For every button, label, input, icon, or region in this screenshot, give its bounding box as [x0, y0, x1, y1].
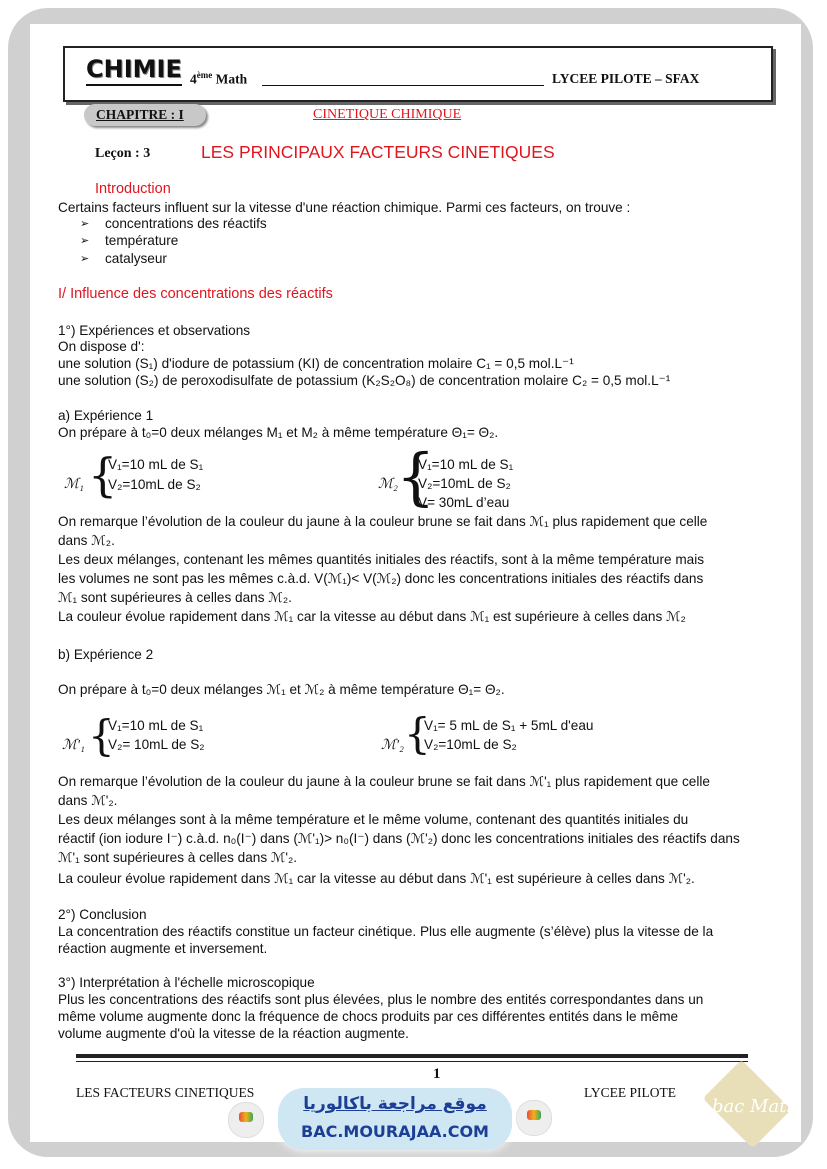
- subject-title: CHIMIE: [86, 55, 182, 83]
- mixture-line: V₂=10mL de S₂: [418, 476, 511, 491]
- subsection-title: 1°) Expériences et observations: [58, 323, 251, 338]
- section-heading: I/ Influence des concentrations des réactifs: [58, 286, 333, 302]
- paragraph: volume augmente d'où la vitesse de la réaction augmente.: [58, 1026, 409, 1041]
- intro-item: catalyseur: [105, 251, 167, 266]
- paragraph: dans ℳ₂.: [58, 533, 115, 548]
- mixture-line: V₁=10 mL de S₁: [108, 718, 204, 733]
- mixture-line: V₁=10 mL de S₁: [418, 457, 514, 472]
- paragraph: On prépare à t₀=0 deux mélanges ℳ₁ et ℳ₂ à même température Θ₁= Θ₂.: [58, 682, 505, 697]
- intro-text: Certains facteurs influent sur la vitesse d'une réaction chimique. Parmi ces facteurs, on trouve :: [58, 200, 631, 215]
- brace-icon: {: [396, 440, 436, 513]
- lesson-label: Leçon : 3: [95, 146, 151, 161]
- watermark-url: BAC.MOURAJAA.COM: [301, 1122, 489, 1141]
- mixture-line: V= 30mL d’eau: [418, 495, 510, 510]
- bookstack-icon: [228, 1102, 264, 1138]
- paragraph: Plus les concentrations des réactifs sont plus élevées, plus le nombre des entités correspondantes dans un: [58, 992, 704, 1007]
- solution-1: une solution (S₁) d'iodure de potassium (KI) de concentration molaire C₁ = 0,5 mol.L⁻¹: [58, 356, 574, 371]
- paragraph: ℳ₁ sont supérieures à celles dans ℳ₂.: [58, 590, 292, 605]
- paragraph: réactif (ion iodure I⁻) c.à.d. n₀(I⁻) dans (ℳ'₁)> n₀(I⁻) dans (ℳ'₂) donc les concentrations initiales des réactifs dans: [58, 831, 740, 846]
- paragraph: La concentration des réactifs constitue un facteur cinétique. Plus elle augmente (s’élève) plus la vitesse de la: [58, 924, 714, 939]
- mixture-label: ℳ'₂: [381, 738, 404, 753]
- subject-underline: [86, 84, 182, 86]
- experiment-title: a) Expérience 1: [58, 408, 154, 423]
- mixture-label: ℳ'₁: [62, 738, 85, 753]
- bacmath-logo-text: bac Math: [712, 1096, 799, 1117]
- intro-item: concentrations des réactifs: [105, 216, 267, 231]
- bookstack-icon: [516, 1100, 552, 1136]
- paragraph: même volume augmente donc la fréquence de chocs produits par ces différentes entités dans le même: [58, 1009, 679, 1024]
- subsection-title: 2°) Conclusion: [58, 907, 147, 922]
- intro-item: température: [105, 233, 179, 248]
- mixture-line: V₂= 10mL de S₂: [108, 737, 205, 752]
- school-name: LYCEE PILOTE – SFAX: [552, 71, 700, 86]
- paragraph: La couleur évolue rapidement dans ℳ₁ car la vitesse au début dans ℳ₁ est supérieure à celles dans ℳ₂: [58, 609, 686, 624]
- watermark-arabic: موقع مراجعة باكالوريا: [303, 1094, 487, 1114]
- paragraph: dans ℳ'₂.: [58, 793, 118, 808]
- mixture-line: V₁= 5 mL de S₁ + 5mL d'eau: [424, 718, 594, 733]
- footer-right: LYCEE PILOTE: [584, 1085, 677, 1100]
- solution-2: une solution (S₂) de peroxodisulfate de potassium (K₂S₂O₈) de concentration molaire C₂ = 0,5 mol.L⁻¹: [58, 373, 671, 388]
- paragraph: On dispose d':: [58, 339, 145, 354]
- subsection-title: 3°) Interprétation à l'échelle microscopique: [58, 975, 315, 990]
- paragraph: Les deux mélanges, contenant les mêmes quantités initiales des réactifs, sont à la même température mais: [58, 552, 705, 567]
- footer-rule-thin: [76, 1061, 748, 1062]
- lesson-title: LES PRINCIPAUX FACTEURS CINETIQUES: [201, 142, 555, 162]
- footer-rule: [76, 1054, 748, 1058]
- mixture-line: V₂=10mL de S₂: [108, 477, 201, 492]
- footer-left: LES FACTEURS CINETIQUES: [76, 1085, 255, 1100]
- brace-icon: {: [88, 448, 118, 502]
- intro-heading: Introduction: [95, 181, 171, 197]
- paragraph: ℳ'₁ sont supérieures à celles dans ℳ'₂.: [58, 850, 298, 865]
- level-label: 4ème Math: [190, 70, 248, 87]
- paragraph: On prépare à t₀=0 deux mélanges M₁ et M₂ à même température Θ₁= Θ₂.: [58, 425, 499, 440]
- mixture-label: ℳ₁: [64, 477, 84, 492]
- paragraph: La couleur évolue rapidement dans ℳ₁ car la vitesse au début dans ℳ'₁ est supérieure à celles dans ℳ'₂.: [58, 871, 695, 886]
- chapter-badge: CHAPITRE : I: [84, 104, 206, 126]
- bullet-icon: ➢: [80, 253, 90, 265]
- experiment-title: b) Expérience 2: [58, 647, 154, 662]
- brace-icon: {: [88, 711, 115, 760]
- paragraph: On remarque l’évolution de la couleur du jaune à la couleur brune se fait dans ℳ'₁ plus rapidement que celle: [58, 774, 710, 789]
- chapter-title: CINETIQUE CHIMIQUE: [313, 107, 462, 122]
- brace-icon: {: [404, 709, 431, 758]
- bullet-icon: ➢: [80, 218, 90, 230]
- paragraph: On remarque l’évolution de la couleur du jaune à la couleur brune se fait dans ℳ₁ plus rapidement que celle: [58, 514, 708, 529]
- mixture-line: V₂=10mL de S₂: [424, 737, 517, 752]
- mixture-label: ℳ₂: [378, 477, 398, 492]
- paragraph: réaction augmente et inversement.: [58, 941, 268, 956]
- paragraph: Les deux mélanges sont à la même température et le même volume, contenant des quantités initiales du: [58, 812, 689, 827]
- mixture-line: V₁=10 mL de S₁: [108, 457, 204, 472]
- header-rule: [262, 85, 544, 86]
- paragraph: les volumes ne sont pas les mêmes c.à.d. V(ℳ₁)< V(ℳ₂) donc les concentrations initiales des réactifs dans: [58, 571, 704, 586]
- page-number: 1: [433, 1066, 441, 1082]
- watermark-banner[interactable]: [278, 1088, 512, 1150]
- bullet-icon: ➢: [80, 235, 90, 247]
